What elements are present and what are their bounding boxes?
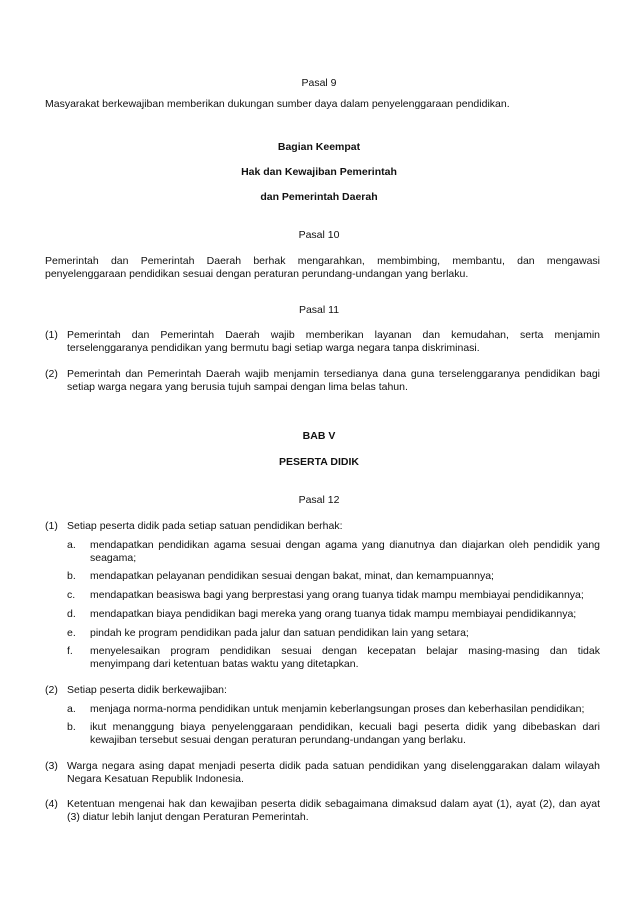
pasal-11-heading: Pasal 11 [298,304,340,316]
pasal-12-ayat-3-line1: Warga negara asing dapat menjadi peserta didik pada satuan pendidikan yang diselenggarakan dalam wilayah [67,760,600,772]
pasal-12-ayat-4-number: (4) [45,798,58,810]
pasal-12-ayat-2-number: (2) [45,684,58,696]
pasal-12-ayat-1-item-c-text: mendapatkan beasiswa bagi yang berprestasi yang orang tuanya tidak mampu membiayai pendidikannya; [90,589,584,601]
pasal-12-ayat-2-text: Setiap peserta didik berkewajiban: [67,684,227,696]
pasal-11-ayat-1-line2: terselenggaranya pendidikan yang bermutu bagi setiap warga negara tanpa diskriminasi. [67,342,480,354]
pasal-12-ayat-4-line2: (3) diatur lebih lanjut dengan Peraturan Pemerintah. [67,811,309,823]
bab-title: BAB V [302,430,336,442]
pasal-12-ayat-2-item-b-letter: b. [67,721,76,733]
pasal-12-ayat-2-item-a-text: menjaga norma-norma pendidikan untuk menjamin keberlangsungan proses dan keberhasilan pendidikan; [90,703,585,715]
pasal-11-ayat-2-number: (2) [45,368,58,380]
pasal-9-heading: Pasal 9 [301,77,337,89]
pasal-12-ayat-4-line1: Ketentuan mengenai hak dan kewajiban peserta didik sebagaimana dimaksud dalam ayat (1), ayat (2), dan ayat [67,798,600,810]
pasal-12-ayat-1-item-f-line1: menyelesaikan program pendidikan sesuai dengan kecepatan belajar masing-masing dan tidak [90,645,600,657]
pasal-11-ayat-2-line2: setiap warga negara yang berusia tujuh sampai dengan lima belas tahun. [67,381,408,393]
pasal-11-ayat-1-line1: Pemerintah dan Pemerintah Daerah wajib memberikan layanan dan kemudahan, serta menjamin [67,329,600,341]
bagian-title: Bagian Keempat [277,141,361,153]
pasal-10-heading: Pasal 10 [298,229,340,241]
pasal-12-ayat-1-item-c-letter: c. [67,589,76,601]
bab-subtitle: PESERTA DIDIK [279,456,359,468]
pasal-12-ayat-1-item-f-letter: f. [67,645,73,657]
pasal-12-ayat-1-item-a-letter: a. [67,539,76,551]
pasal-12-heading: Pasal 12 [298,494,340,506]
pasal-12-ayat-1-item-d-text: mendapatkan biaya pendidikan bagi mereka yang orang tuanya tidak mampu membiayai pendidikannya; [90,608,577,620]
pasal-12-ayat-3-line2: Negara Kesatuan Republik Indonesia. [67,773,244,785]
pasal-11-ayat-1-number: (1) [45,329,58,341]
pasal-10-text-line1: Pemerintah dan Pemerintah Daerah berhak mengarahkan, membimbing, membantu, dan mengawasi [45,255,600,267]
bagian-subtitle-line2: dan Pemerintah Daerah [260,191,378,203]
pasal-12-ayat-3-number: (3) [45,760,58,772]
pasal-10-text-line2: penyelenggaraan pendidikan sesuai dengan peraturan perundang-undangan yang berlaku. [45,268,469,280]
pasal-12-ayat-2-item-b-line1: ikut menanggung biaya penyelenggaraan pendidikan, kecuali bagi peserta didik yang dibebaskan dari [90,721,600,733]
bagian-subtitle-line1: Hak dan Kewajiban Pemerintah [241,166,397,178]
pasal-12-ayat-1-item-e-letter: e. [67,627,76,639]
pasal-9-text: Masyarakat berkewajiban memberikan dukungan sumber daya dalam penyelenggaraan pendidikan. [45,98,510,110]
pasal-12-ayat-1-item-d-letter: d. [67,608,76,620]
pasal-12-ayat-2-item-a-letter: a. [67,703,76,715]
pasal-12-ayat-1-item-a-line1: mendapatkan pendidikan agama sesuai dengan agama yang dianutnya dan diajarkan oleh pendidik yang [90,539,600,551]
pasal-12-ayat-1-number: (1) [45,520,58,532]
pasal-12-ayat-1-item-b-letter: b. [67,570,76,582]
pasal-12-ayat-1-text: Setiap peserta didik pada setiap satuan pendidikan berhak: [67,520,343,532]
pasal-12-ayat-1-item-a-line2: seagama; [90,552,137,564]
pasal-12-ayat-1-item-f-line2: menyimpang dari ketentuan batas waktu yang ditetapkan. [90,658,359,670]
pasal-12-ayat-1-item-e-text: pindah ke program pendidikan pada jalur dan satuan pendidikan lain yang setara; [90,627,469,639]
pasal-12-ayat-2-item-b-line2: kewajiban tersebut sesuai dengan peraturan perundang-undangan yang berlaku. [90,734,466,746]
pasal-11-ayat-2-line1: Pemerintah dan Pemerintah Daerah wajib menjamin tersedianya dana guna terselenggaranya pendidikan bagi [67,368,600,380]
pasal-12-ayat-1-item-b-text: mendapatkan pelayanan pendidikan sesuai dengan bakat, minat, dan kemampuannya; [90,570,494,582]
